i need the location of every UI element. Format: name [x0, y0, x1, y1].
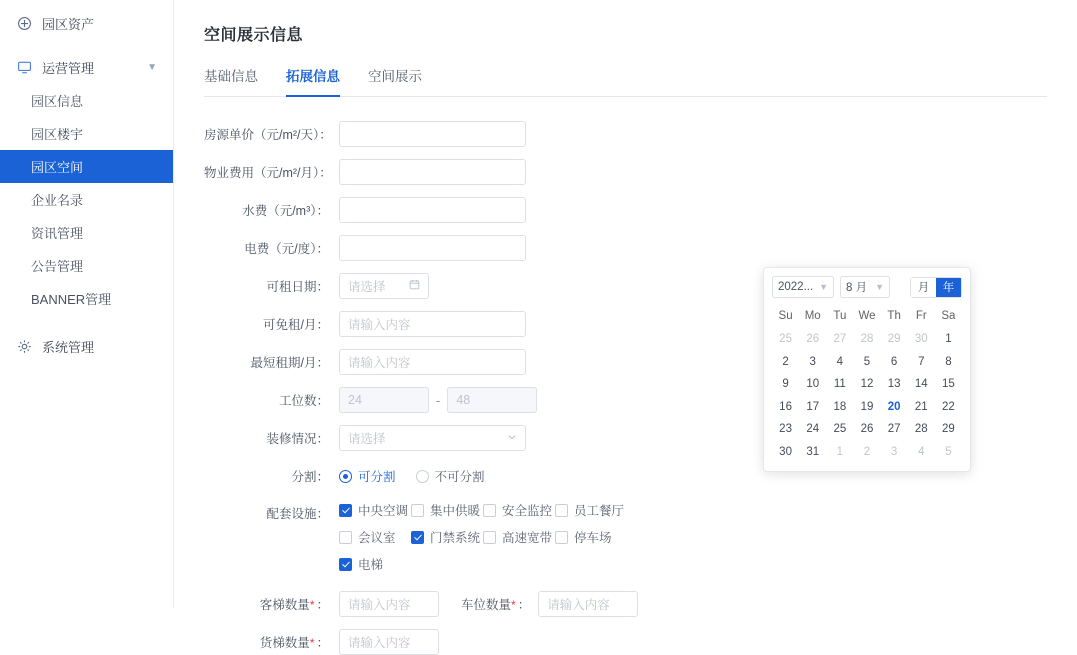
calendar-day-today[interactable]: 20: [887, 400, 901, 413]
calendar-day[interactable]: 7: [918, 355, 925, 368]
chevron-down-icon[interactable]: ▼: [147, 61, 157, 73]
calendar-day[interactable]: 26: [806, 333, 820, 345]
toggle-month[interactable]: 月: [911, 278, 936, 297]
freight-lift-input[interactable]: 请输入内容: [339, 629, 439, 655]
dow-label: Mo: [804, 310, 821, 322]
calendar-day[interactable]: 15: [942, 378, 955, 390]
checkbox-label: 高速宽带: [502, 531, 553, 545]
field-freight-lift: [204, 629, 1047, 655]
field-property-fee: [204, 159, 1047, 185]
field-lift-and-parking: [204, 591, 1047, 617]
radio-divisible-yes[interactable]: [339, 467, 396, 485]
checkbox-label: 会议室: [358, 531, 396, 545]
calendar-day[interactable]: 1: [836, 445, 844, 458]
sidebar-item-park-space[interactable]: [0, 150, 173, 183]
field-label: 工位数：: [278, 394, 329, 408]
seats-max-input[interactable]: 48: [447, 387, 537, 413]
passenger-lift-input[interactable]: 请输入内容: [339, 591, 439, 617]
calendar-day[interactable]: 3: [890, 445, 898, 458]
field-label: 最短租期/月：: [250, 356, 329, 370]
sidebar-item-news[interactable]: [0, 216, 173, 249]
water-fee-input[interactable]: [339, 197, 526, 223]
parking-label-text: 车位数量: [461, 598, 512, 612]
decoration-select[interactable]: [339, 425, 526, 451]
calendar-day[interactable]: 8: [945, 355, 952, 368]
checkbox-box: [411, 531, 424, 544]
checkbox-box: [483, 531, 496, 544]
calendar-day[interactable]: 4: [918, 445, 925, 458]
year-value: 2022...: [778, 281, 814, 293]
field-label: 房源单价（元/m²/天）：: [204, 128, 332, 142]
calendar-day[interactable]: 30: [914, 333, 928, 345]
sidebar-item-label: 系统管理: [42, 339, 95, 355]
unit-price-input[interactable]: [339, 121, 526, 147]
property-fee-input[interactable]: [339, 159, 526, 185]
field-facilities: [204, 501, 1047, 573]
checkbox-label: 停车场: [574, 531, 612, 545]
chevron-down-icon: ▼: [875, 282, 884, 292]
label-colon: ：: [316, 636, 329, 650]
field-label: 可租日期：: [266, 280, 329, 294]
calendar-day[interactable]: 24: [806, 423, 820, 435]
calendar-icon[interactable]: [409, 279, 420, 293]
checkbox-box: [339, 558, 352, 571]
checkbox-parking-lot[interactable]: [555, 528, 627, 546]
calendar-day[interactable]: 23: [779, 423, 792, 435]
sidebar-item-system[interactable]: [0, 329, 173, 363]
sidebar-item-park-info[interactable]: [0, 84, 173, 117]
sidebar: [0, 0, 174, 608]
calendar-day[interactable]: 29: [942, 423, 955, 435]
chevron-down-icon[interactable]: [507, 431, 517, 445]
field-electric-fee: [204, 235, 1047, 261]
sidebar-item-announcements[interactable]: [0, 249, 173, 282]
sidebar-item-label: 公告管理: [31, 259, 84, 274]
calendar-day[interactable]: 13: [887, 378, 901, 390]
calendar-grid: [772, 304, 962, 463]
calendar-day[interactable]: 3: [809, 355, 816, 368]
dow-label: Sa: [941, 310, 956, 322]
checkbox-security-monitoring[interactable]: [483, 501, 555, 519]
sidebar-group-operations[interactable]: [0, 50, 173, 84]
sidebar-item-label: 园区楼宇: [31, 127, 84, 142]
radio-dot: [416, 470, 429, 483]
sidebar-group-label: 运营管理: [42, 60, 95, 76]
radio-dot: [339, 470, 352, 483]
required-marker: *: [309, 598, 315, 612]
label-colon: ：: [316, 598, 329, 612]
rent-date-input[interactable]: [339, 273, 429, 299]
calendar-day[interactable]: 10: [806, 378, 820, 390]
free-months-input[interactable]: 请输入内容: [339, 311, 526, 337]
checkbox-label: 中央空调: [358, 504, 409, 518]
sidebar-item-banner[interactable]: [0, 282, 173, 315]
min-lease-input[interactable]: 请输入内容: [339, 349, 526, 375]
calendar-day[interactable]: 16: [779, 400, 792, 413]
sidebar-item-label: 企业名录: [31, 193, 84, 208]
checkbox-label: 门禁系统: [430, 531, 481, 545]
sidebar-item-enterprise-directory[interactable]: [0, 183, 173, 216]
seats-min-input[interactable]: 24: [339, 387, 429, 413]
field-label: [204, 633, 339, 651]
checkbox-broadband[interactable]: [483, 528, 555, 546]
radio-label: 不可分割: [434, 470, 485, 484]
field-label: [204, 595, 339, 613]
calendar-day[interactable]: 27: [887, 423, 901, 435]
calendar-day[interactable]: 11: [833, 378, 846, 390]
facilities-row: [339, 555, 627, 573]
checkbox-box: [339, 531, 352, 544]
tab-space-display[interactable]: 空间展示: [368, 69, 422, 84]
checkbox-central-heating[interactable]: [411, 501, 483, 519]
tab-bar: [204, 61, 1047, 97]
checkbox-box: [483, 504, 496, 517]
dow-label: Su: [778, 310, 793, 322]
label-colon: ：: [517, 598, 531, 612]
calendar-day[interactable]: 17: [806, 400, 820, 413]
checkbox-label: 电梯: [358, 558, 384, 572]
month-value: 8 月: [846, 282, 868, 294]
checkbox-label: 员工餐厅: [574, 504, 625, 518]
calendar-day[interactable]: 28: [914, 423, 928, 435]
facilities-checkbox-group: [339, 501, 627, 573]
compass-icon: [16, 15, 33, 32]
date-picker-popup[interactable]: [763, 267, 971, 472]
sidebar-item-label: 园区资产: [42, 16, 95, 32]
dow-label: Tu: [833, 310, 847, 322]
tab-extended-info[interactable]: 拓展信息: [286, 61, 340, 96]
checkbox-label: 集中供暖: [430, 504, 481, 518]
checkbox-meeting-room[interactable]: [339, 528, 411, 546]
field-label: 水费（元/m³）：: [242, 204, 329, 218]
dow-label: We: [858, 310, 876, 322]
calendar-day[interactable]: 22: [942, 400, 955, 413]
radio-divisible-no[interactable]: [416, 467, 485, 485]
field-unit-price: [204, 121, 1047, 147]
freight-lift-label: 货梯数量: [259, 636, 310, 650]
tab-basic-info[interactable]: 基础信息: [204, 69, 258, 84]
calendar-day[interactable]: 5: [863, 355, 871, 368]
calendar-day[interactable]: 18: [833, 400, 847, 413]
chevron-down-icon: ▼: [819, 282, 828, 292]
calendar-day[interactable]: 4: [836, 355, 844, 368]
calendar-day[interactable]: 28: [860, 333, 874, 345]
sidebar-item-label: 资讯管理: [31, 226, 84, 241]
checkbox-box: [555, 504, 568, 517]
checkbox-elevator[interactable]: [339, 555, 411, 573]
checkbox-box: [339, 504, 352, 517]
parking-input[interactable]: 请输入内容: [538, 591, 638, 617]
sidebar-item-park-assets[interactable]: [0, 6, 173, 40]
monitor-icon: [16, 59, 33, 76]
date-picker-header: [772, 274, 962, 300]
calendar-day[interactable]: 6: [890, 355, 898, 368]
calendar-day[interactable]: 31: [806, 445, 820, 458]
facilities-row: [339, 528, 627, 546]
checkbox-label: 安全监控: [502, 504, 553, 518]
required-marker: *: [309, 636, 315, 650]
facilities-row: [339, 501, 627, 519]
calendar-day[interactable]: 5: [945, 445, 952, 458]
checkbox-staff-canteen[interactable]: [555, 501, 627, 519]
sidebar-item-label: 园区空间: [31, 160, 84, 175]
calendar-day[interactable]: 2: [782, 355, 789, 368]
calendar-day[interactable]: 25: [779, 333, 792, 345]
calendar-day[interactable]: 19: [860, 400, 874, 413]
content-card: [174, 0, 1077, 650]
view-toggle: [910, 277, 962, 298]
rent-date-placeholder: 请选择: [348, 280, 386, 294]
field-label: 物业费用（元/m²/月）：: [204, 166, 332, 180]
calendar-day[interactable]: 27: [833, 333, 847, 345]
calendar-day[interactable]: 21: [914, 400, 928, 413]
settings-icon: [16, 338, 33, 355]
required-marker: *: [511, 598, 516, 612]
dow-label: Th: [887, 310, 901, 322]
main-content: [174, 0, 1077, 650]
field-label: 分割：: [291, 470, 329, 484]
divisible-radio-group: [339, 467, 505, 485]
field-label: 可免租/月：: [263, 318, 329, 332]
field-label: 装修情况：: [266, 432, 329, 446]
calendar-day[interactable]: 14: [914, 378, 928, 390]
calendar-day[interactable]: 30: [779, 445, 792, 458]
calendar-day[interactable]: 12: [860, 378, 874, 390]
radio-label: 可分割: [358, 470, 396, 484]
calendar-day[interactable]: 26: [860, 423, 874, 435]
checkbox-box: [555, 531, 568, 544]
calendar-day[interactable]: 25: [833, 423, 847, 435]
field-label: 配套设施：: [266, 507, 329, 521]
dow-label: Fr: [915, 310, 927, 322]
checkbox-central-ac[interactable]: [339, 501, 411, 519]
field-label: 电费（元/度）：: [244, 242, 329, 256]
sidebar-item-label: BANNER管理: [31, 292, 112, 307]
seats-separator: -: [436, 392, 441, 408]
calendar-day[interactable]: 9: [782, 378, 789, 390]
month-select[interactable]: [840, 276, 890, 298]
year-select[interactable]: [772, 276, 834, 298]
electric-fee-input[interactable]: [339, 235, 526, 261]
parking-label: [461, 595, 530, 613]
field-water-fee: [204, 197, 1047, 223]
calendar-day[interactable]: 29: [887, 333, 901, 345]
sidebar-item-park-buildings[interactable]: [0, 117, 173, 150]
decoration-placeholder: 请选择: [348, 432, 386, 446]
checkbox-access-control[interactable]: [411, 528, 483, 546]
calendar-day[interactable]: 1: [945, 333, 952, 345]
calendar-day[interactable]: 2: [863, 445, 871, 458]
checkbox-box: [411, 504, 424, 517]
page-title: 空间展示信息: [204, 27, 304, 44]
passenger-lift-label: 客梯数量: [259, 598, 310, 612]
sidebar-item-label: 园区信息: [31, 94, 84, 109]
toggle-year[interactable]: 年: [936, 278, 961, 297]
